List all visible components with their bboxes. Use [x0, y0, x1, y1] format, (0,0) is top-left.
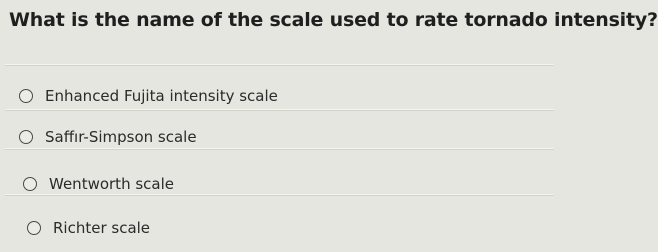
radio-button[interactable] [19, 89, 33, 103]
divider [5, 194, 554, 195]
option-richter[interactable] [27, 219, 150, 237]
radio-button[interactable] [23, 177, 37, 191]
divider [5, 148, 554, 149]
option-wentworth[interactable] [23, 175, 174, 193]
option-label: Wentworth scale [49, 175, 174, 193]
option-label: Saffır-Simpson scale [45, 128, 197, 146]
option-label: Enhanced Fujita intensity scale [45, 87, 278, 105]
option-saffir-simpson[interactable] [19, 128, 197, 146]
radio-button[interactable] [19, 130, 33, 144]
divider [5, 109, 554, 110]
option-enhanced-fujita[interactable] [19, 87, 278, 105]
divider [5, 64, 554, 65]
option-label: Richter scale [53, 219, 151, 237]
question-text: What is the name of the scale used to rate tornado intensity? [9, 9, 658, 31]
radio-button[interactable] [27, 221, 41, 235]
